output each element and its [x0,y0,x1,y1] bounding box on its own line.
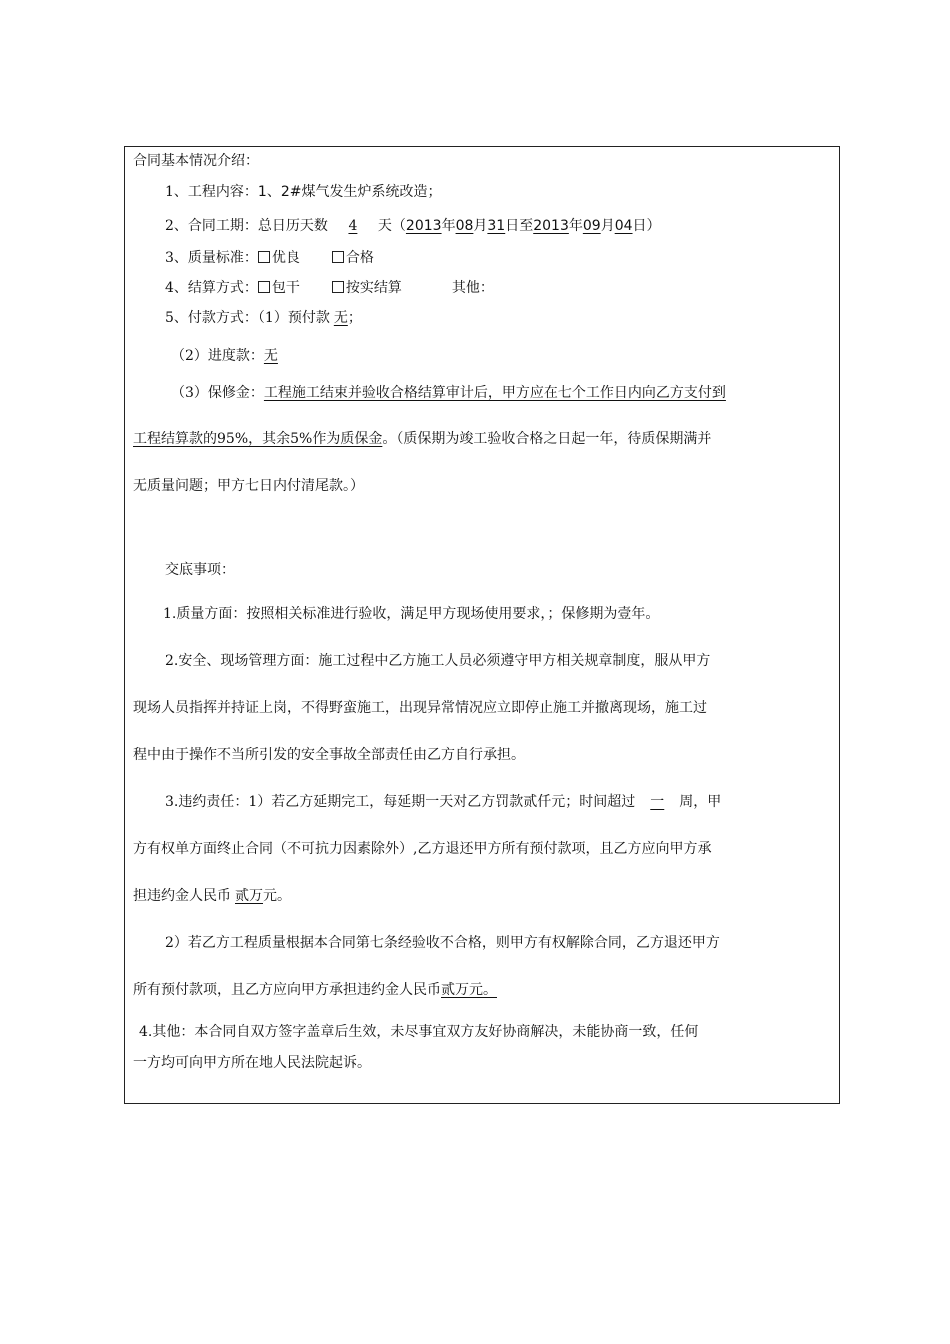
quality-breach-line-2 [133,981,497,999]
to-char: 日至 [505,218,534,234]
intro-title: 合同基本情况介绍： [133,153,259,169]
contract-frame [124,146,840,1104]
duration-days: 4 [348,218,358,234]
warranty-line-3: 无质量问题；甲方七日内付清尾款。） [133,478,364,494]
warranty-text-3: 。（质保期为竣工验收合格之日起一年，待质保期满并 [382,431,712,447]
start-day: 31 [487,218,506,234]
item5-label: 5、付款方式：（1）预付款 [165,310,330,326]
item4-line [165,279,494,297]
quality-clause: 1.质量方面：按照相关标准进行验收，满足甲方现场使用要求，；保修期为壹年。 [163,606,660,622]
day-char: 日 [632,218,647,234]
advance-payment-value: 无 [333,310,348,326]
item2-line [165,217,661,235]
breach-clause-line-2: 方有权单方面终止合同（不可抗力因素除外）,乙方退还甲方所有预付款项，且乙方应向甲方承 [133,841,712,857]
end-month: 09 [582,218,601,234]
actual-settlement-label: 按实结算 [345,280,402,296]
month-char: 月 [473,218,488,234]
item2-prefix: 2、合同工期：总日历天数 [165,218,328,234]
item5-line [165,309,362,327]
end-year: 2013 [533,218,569,234]
qualified-checkbox[interactable] [332,251,344,263]
item4-label: 4、结算方式： [165,280,258,296]
warranty-line-2 [133,430,711,448]
other-clause-line-1: 4.其他：本合同自双方签字盖章后生效，未尽事宜双方友好协商解决，未能协商一致，任何 [139,1024,699,1040]
progress-label: （2）进度款： [171,348,264,364]
start-year: 2013 [405,218,442,234]
safety-clause-line-3: 程中由于操作不当所引发的安全事故全部责任由乙方自行承担。 [133,747,525,763]
start-month: 08 [455,218,474,234]
item1-value: 1、2#煤气发生炉系统改造； [257,184,442,200]
end-day: 04 [614,218,633,234]
other-label: 其他： [451,280,494,296]
other-clause-line-2: 一方均可向甲方所在地人民法院起诉。 [133,1055,371,1071]
penalty-amount-1: 贰万 [235,888,263,904]
lump-sum-checkbox[interactable] [258,281,270,293]
item5-end: ； [347,310,362,326]
quality-breach-line-1: 2）若乙方工程质量根据本合同第七条经验收不合格，则甲方有权解除合同，乙方退还甲方 [165,935,720,951]
warranty-label: （3）保修金： [171,385,264,401]
penalty-amount-2: 贰万元。 [441,982,497,998]
safety-clause-line-1: 2.安全、现场管理方面：施工过程中乙方施工人员必须遵守甲方相关规章制度，服从甲方 [165,653,711,669]
item1-line [165,183,441,201]
warranty-line-1 [171,384,726,402]
lump-sum-label: 包干 [271,280,300,296]
excellent-label: 优良 [271,250,300,266]
warranty-text-1: 工程施工结束并验收合格结算审计后，甲方应在七个工作日内向乙方支付到 [263,385,726,401]
progress-line [171,347,278,365]
item1-label: 1、工程内容： [165,184,258,200]
qualified-label: 合格 [345,250,374,266]
close-paren: ） [646,218,661,234]
month-char: 月 [600,218,615,234]
progress-value: 无 [263,348,278,364]
handover-title: 交底事项： [165,562,235,578]
year-char: 年 [441,218,456,234]
item3-line [165,249,374,267]
actual-settlement-checkbox[interactable] [332,281,344,293]
breach-text-3: 担违约金人民币 [133,888,231,904]
year-char: 年 [568,218,583,234]
quality-breach-text: 所有预付款项，且乙方应向甲方承担违约金人民币 [133,982,441,998]
breach-text-2: 周，甲 [679,794,722,810]
breach-text-1: 3.违约责任：1）若乙方延期完工，每延期一天对乙方罚款贰仟元；时间超过 [165,794,636,810]
excellent-checkbox[interactable] [258,251,270,263]
item3-label: 3、质量标准： [165,250,258,266]
breach-clause-line-1 [165,793,721,811]
breach-text-4: 元。 [263,888,291,904]
weeks-value: 一 [650,794,665,810]
item2-unit: 天（ [377,218,406,234]
safety-clause-line-2: 现场人员指挥并持证上岗，不得野蛮施工，出现异常情况应立即停止施工并撤离现场，施工过 [133,700,707,716]
warranty-text-2: 工程结算款的95%，其余5%作为质保金 [133,431,383,447]
breach-clause-line-3 [133,887,291,905]
